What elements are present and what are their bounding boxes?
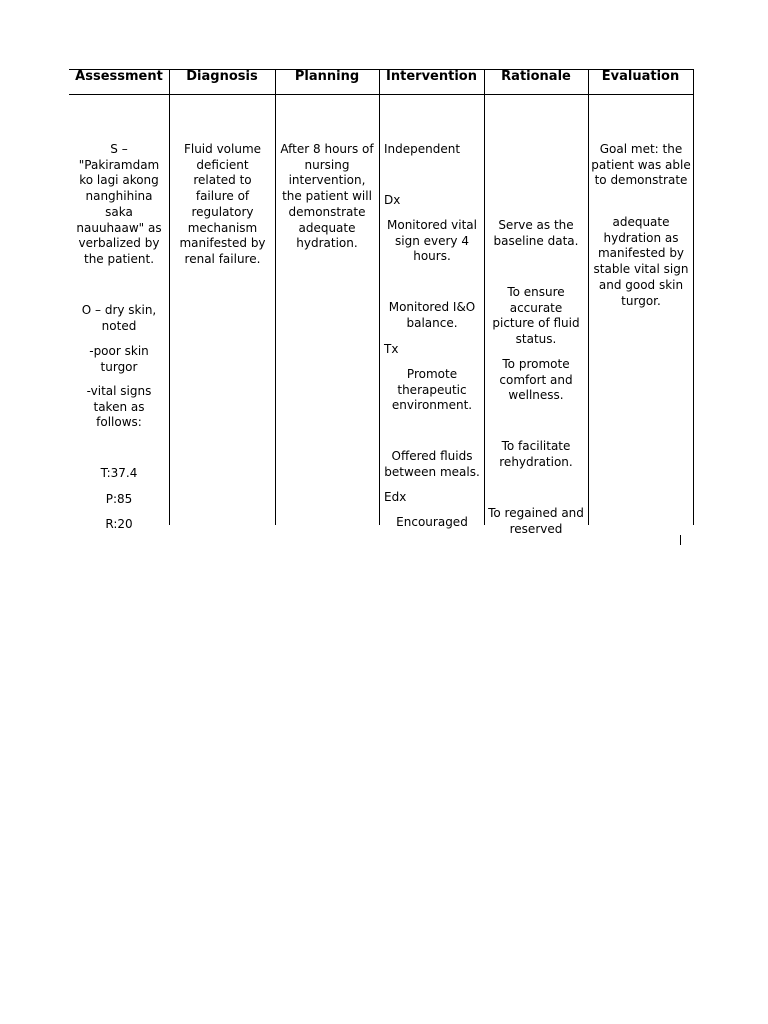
column-divider (169, 69, 170, 525)
evaluation-detail: adequate hydration as manifested by stable vital sign and good skin turgor. (593, 215, 689, 308)
diagnosis-text: Fluid volume deficient related to failure of regulatory mechanism manifested by renal failure. (179, 142, 266, 266)
column-divider (693, 69, 694, 525)
header-planning: Planning (294, 69, 360, 84)
intervention-item: Promote therapeutic environment. (391, 367, 473, 413)
assessment-pulse: P:85 (105, 492, 133, 506)
intervention-item: Offered fluids between meals. (384, 449, 480, 479)
header-bottom-border (69, 94, 694, 95)
rationale-item: To facilitate rehydration. (499, 439, 573, 469)
rationale-item: To promote comfort and wellness. (499, 357, 573, 403)
assessment-subjective: S – "Pakiramdam ko lagi akong nanghihina saka nauuhaaw" as verbalized by the patient. (76, 142, 162, 266)
rationale-item: Serve as the baseline data. (493, 218, 579, 248)
header-evaluation: Evaluation (601, 69, 680, 84)
nursing-care-plan-table (69, 69, 694, 536)
intervention-dx-label: Dx (384, 193, 401, 207)
intervention-tx-label: Tx (384, 342, 399, 356)
assessment-respiration: R:20 (105, 517, 133, 531)
text-cursor (680, 535, 681, 545)
column-divider (275, 69, 276, 525)
intervention-item: Monitored vital sign every 4 hours. (387, 218, 477, 264)
assessment-objective: O – dry skin, noted (81, 303, 157, 333)
header-assessment: Assessment (75, 69, 163, 84)
rationale-item: To ensure accurate picture of fluid status. (492, 285, 580, 347)
column-divider (484, 69, 485, 525)
assessment-vitals-intro: -vital signs taken as follows: (86, 384, 152, 430)
intervention-edx-label: Edx (384, 490, 407, 504)
header-diagnosis: Diagnosis (186, 69, 258, 84)
intervention-item: Encouraged (396, 515, 468, 529)
column-divider (588, 69, 589, 525)
rationale-item: To regained and reserved (488, 506, 584, 536)
intervention-independent: Independent (384, 142, 461, 156)
planning-text: After 8 hours of nursing intervention, the patient will demonstrate adequate hydration. (280, 142, 374, 251)
assessment-temperature: T:37.4 (100, 466, 138, 480)
header-intervention: Intervention (386, 69, 477, 84)
intervention-item: Monitored I&O balance. (388, 300, 476, 330)
column-divider (379, 69, 380, 525)
evaluation-goal-met: Goal met: the patient was able to demonstrate (591, 142, 691, 188)
header-rationale: Rationale (501, 69, 571, 84)
assessment-skin-turgor: -poor skin turgor (89, 344, 149, 374)
